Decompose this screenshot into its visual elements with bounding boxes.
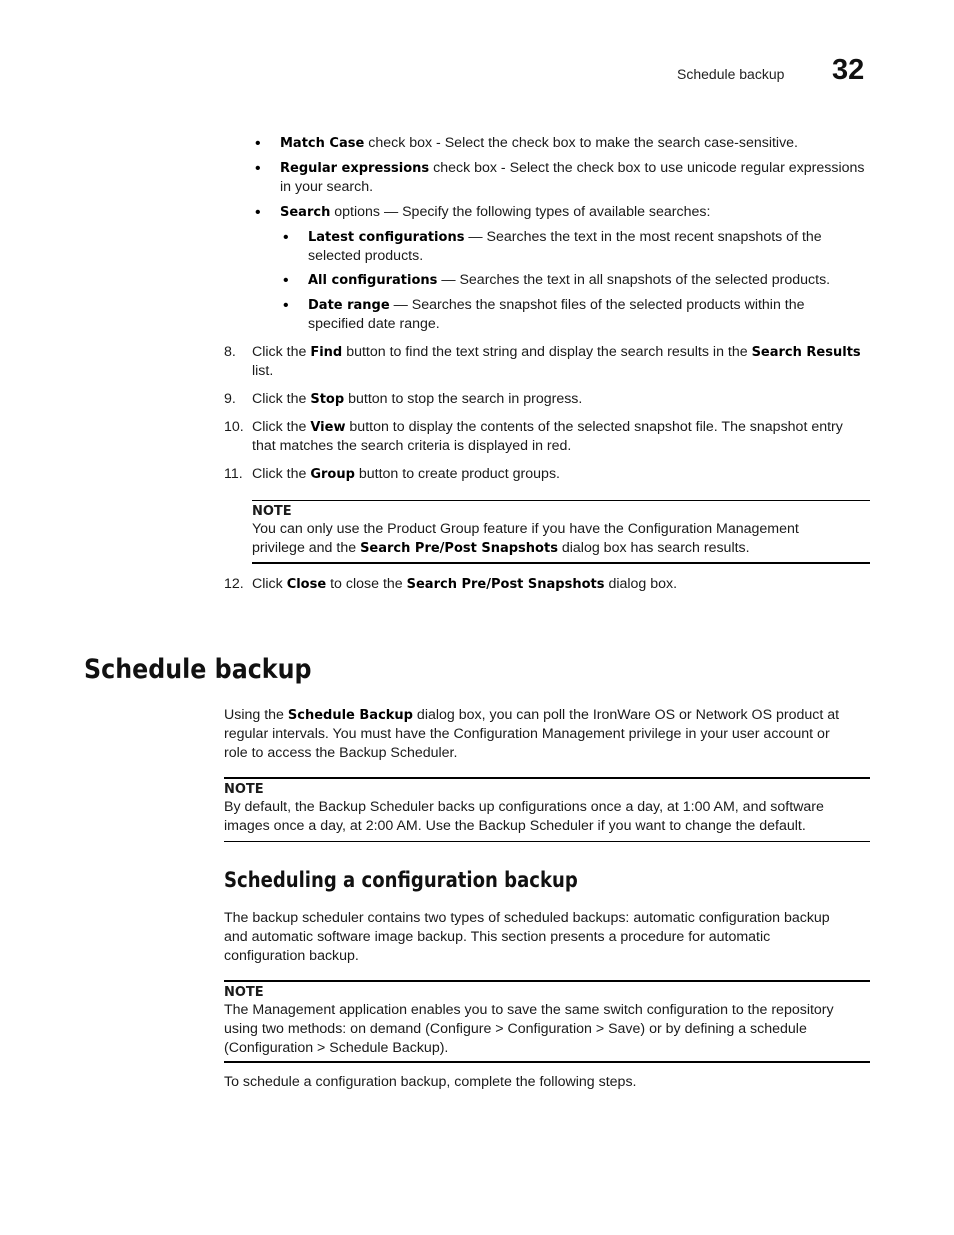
- note-top-rule: [252, 500, 870, 501]
- note-label: NOTE: [224, 985, 264, 1000]
- chapter-number: 32: [832, 54, 865, 86]
- list-item: Latest configurations — Searches the text in the most recent snapshots of the selected products.: [308, 229, 822, 264]
- bullet-icon: •: [255, 160, 261, 177]
- bullet-icon: •: [283, 229, 289, 246]
- step-text: Click the View button to display the contents of the selected snapshot file. The snapshot entry that matches the search criteria is displayed in red.: [252, 419, 843, 454]
- list-item: Date range — Searches the snapshot files of the selected products within the specified date range.: [308, 297, 805, 332]
- bullet-icon: •: [255, 204, 261, 221]
- note-box: NOTE By default, the Backup Scheduler backs up configurations once a day, at 1:00 AM, and software images once a day, at 2:00 AM. Use the Backup Scheduler if you want to change the default.: [224, 781, 870, 836]
- running-header-title: Schedule backup: [677, 66, 785, 82]
- step-number: 8.: [224, 344, 236, 360]
- list-item: Regular expressions check box - Select the check box to use unicode regular expressions in your search.: [280, 160, 865, 195]
- step-number: 9.: [224, 391, 236, 407]
- subsection-heading: Scheduling a configuration backup: [224, 868, 578, 892]
- section-paragraph: Using the Schedule Backup dialog box, you can poll the IronWare OS or Network OS product at regular intervals. You must have the Configuration Management privilege in your user account or role to access the Backup Scheduler.: [224, 707, 840, 761]
- bullet-icon: •: [283, 297, 289, 314]
- step-number: 10.: [224, 419, 244, 435]
- note-bottom-rule: [252, 562, 870, 564]
- note-label: NOTE: [224, 782, 264, 797]
- step-text: Click the Find button to find the text string and display the search results in the Search Results list.: [252, 344, 861, 379]
- step-number: 11.: [224, 466, 243, 482]
- section-heading: Schedule backup: [84, 654, 312, 685]
- step-text: Click the Group button to create product groups.: [252, 466, 560, 482]
- closing-sentence: To schedule a configuration backup, complete the following steps.: [224, 1074, 637, 1090]
- step-number: 12.: [224, 576, 244, 592]
- note-top-rule: [224, 777, 870, 779]
- bullet-icon: •: [255, 135, 261, 152]
- bullet-icon: •: [283, 272, 289, 289]
- list-item: All configurations — Searches the text in all snapshots of the selected products.: [308, 272, 831, 288]
- step-text: Click the Stop button to stop the search in progress.: [252, 391, 583, 407]
- note-bottom-rule: [224, 841, 870, 842]
- subsection-paragraph: The backup scheduler contains two types of scheduled backups: automatic configuration backup and automatic software image backup. This section presents a procedure for automatic configuration backup.: [224, 910, 830, 964]
- step-text: Click Close to close the Search Pre/Post Snapshots dialog box.: [252, 576, 678, 592]
- note-box: NOTE The Management application enables you to save the same switch configuration to the repository using two methods: on demand (Configure > Configuration > Save) or by defining a schedule (Configuration > Schedule Backup).: [224, 984, 870, 1058]
- note-bottom-rule: [224, 1061, 870, 1063]
- note-label: NOTE: [252, 504, 292, 519]
- list-item: Search options — Specify the following types of available searches:: [280, 204, 711, 220]
- note-box: NOTE You can only use the Product Group feature if you have the Configuration Management privilege and the Search Pre/Post Snapshots dialog box has search results.: [252, 503, 870, 558]
- note-top-rule: [224, 980, 870, 982]
- list-item: Match Case check box - Select the check box to make the search case-sensitive.: [280, 135, 798, 151]
